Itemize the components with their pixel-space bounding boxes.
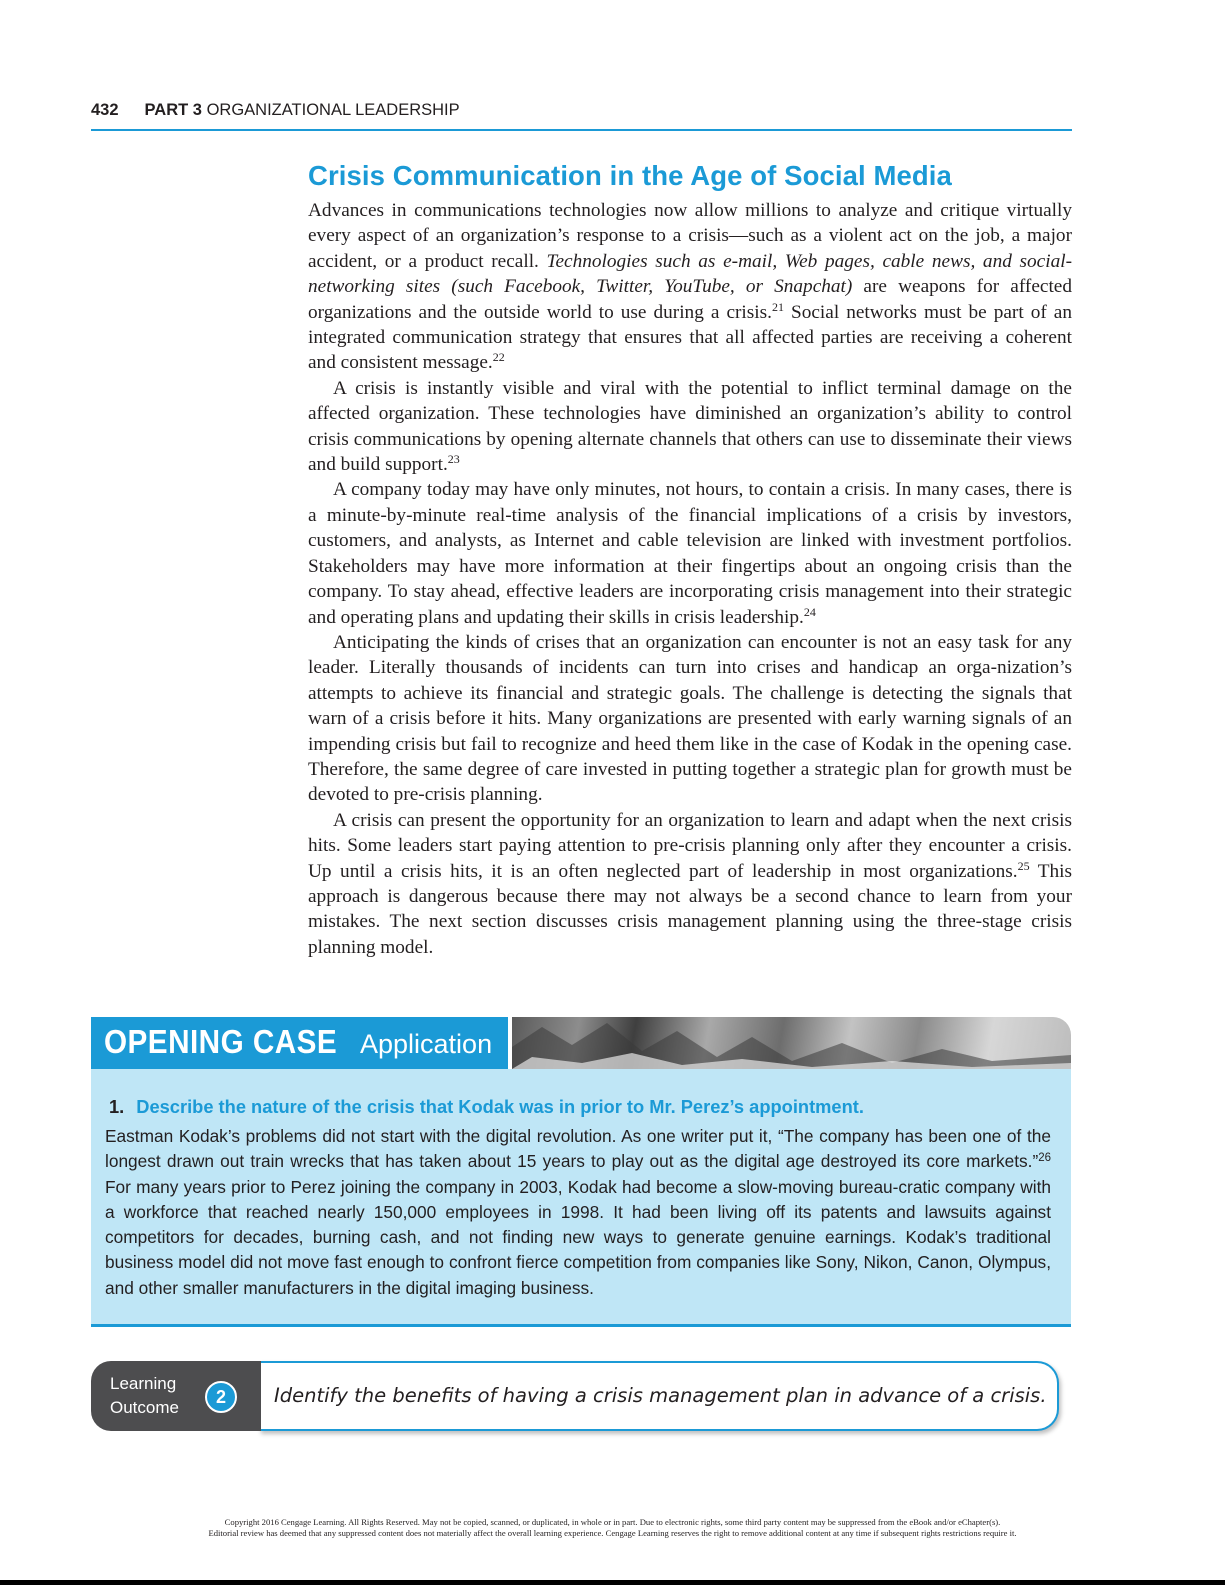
case-answer-text-b: For many years prior to Perez joining the company in 2003, Kodak had become a slow-moving bureau-cratic company with a workforce that reached nearly 150,000 employees in 1998. It had been living off its patents and lawsuits against competitors for decades, burning cash, and not finding new ways to generate genuine earnings. Kodak’s traditional business model did not move fast enough to confront fierce competition from companies like Sony, Nikon, Canon, Olympus, and other smaller manufacturers in the digital imaging business.: [105, 1176, 1051, 1298]
footnote-ref-22: 22: [492, 350, 505, 365]
part-title: ORGANIZATIONAL LEADERSHIP: [206, 101, 460, 119]
part-label: PART 3: [144, 101, 202, 119]
paragraph-4: Anticipating the kinds of crises that an organization can encounter is not an easy task for any leader. Literally thousands of incidents can turn into crises and handicap an orga-nization’s attempts to achieve its financial and strategic goals. The challenge is detecting the signals that warn of a crisis before it hits. Many organizations are presented with early warning signals of an impending crisis but fail to recognize and heed them like in the case of Kodak in the opening case. Therefore, the same degree of care invested in putting together a strategic plan for growth must be devoted to pre-crisis planning.: [308, 631, 1072, 806]
paragraph-1-italic: Technologies such as e-mail, Web pages, cable news, and social-networking sites (such Facebook, Twitter, YouTube, or Snapchat): [308, 250, 1073, 298]
paragraph-1-text-c: Social networks must be part of an integrated communication strategy that ensures that all affected parties are receiving a coherent and consistent message.: [308, 301, 1072, 374]
footnote-ref-26: 26: [1038, 1152, 1051, 1165]
running-head: [91, 101, 1072, 131]
opening-case-banner: [91, 1017, 1071, 1069]
learning-outcome-label-1: Learning: [110, 1374, 177, 1393]
question-number: 1.: [109, 1096, 125, 1117]
learning-outcome-box: [259, 1361, 1059, 1431]
opening-case-subtitle: Application: [360, 1029, 493, 1059]
case-answer: [105, 1124, 1051, 1301]
page-number: 432: [91, 101, 119, 119]
crisis-communication-section: [308, 160, 1072, 960]
question-text: Describe the nature of the crisis that Kodak was in prior to Mr. Perez’s appointment.: [136, 1096, 864, 1117]
paragraph-1: [308, 198, 1072, 376]
learning-outcome-number-badge: 2: [205, 1381, 237, 1413]
learning-outcome-label-2: Outcome: [110, 1398, 179, 1417]
copyright-line-1: Copyright 2016 Cengage Learning. All Rights Reserved. May not be copied, scanned, or duplicated, in whole or in part. Due to electronic rights, some third party content may be suppressed from the eBook and/or eChapter(s).: [224, 1517, 1001, 1527]
paragraph-2: [308, 376, 1072, 478]
paragraph-5-text-b: This approach is dangerous because there may not always be a second chance to learn from your mistakes. The next section discusses crisis management planning using the three-stage crisis planning model.: [308, 860, 1072, 958]
learning-outcome-tab: [91, 1361, 261, 1431]
paragraph-3: [308, 477, 1072, 629]
footnote-ref-21: 21: [771, 299, 784, 314]
paragraph-5-text-a: A crisis can present the opportunity for an organization to learn and adapt when the next crisis hits. Some leaders start paying attention to pre-crisis planning only after they encounter a crisis. Up until a crisis hits, it is an often neglected part of leadership in most organizations.: [308, 809, 1072, 882]
paragraph-1-text-b: are weapons for affected organizations and the outside world to use during a crisis.: [308, 276, 1072, 323]
copyright-line-2: Editorial review has deemed that any suppressed content does not materially affect the overall learning experience. Cengage Learning reserves the right to remove additional content at any time if subsequent rights restrictions require it.: [208, 1528, 1017, 1538]
copyright-footer: [100, 1517, 1125, 1539]
case-answer-text-a: Eastman Kodak’s problems did not start with the digital revolution. As one writer put it, “The company has been one of the longest drawn out train wrecks that has taken about 15 years to play out as the digital age destroyed its core markets.”: [105, 1126, 1051, 1172]
paragraph-2-text: A crisis is instantly visible and viral with the potential to inflict terminal damage on the affected organization. These technologies have diminished an organization’s ability to control crisis communications by opening alternate channels that others can use to disseminate their views and build support.: [308, 377, 1072, 476]
case-question: [109, 1096, 864, 1118]
section-title: Crisis Communication in the Age of Social Media: [308, 160, 952, 191]
footnote-ref-23: 23: [447, 452, 460, 467]
bottom-rule: [0, 1580, 1225, 1585]
paragraph-5: [308, 808, 1072, 960]
paragraph-1-text-a: Advances in communications technologies now allow millions to analyze and critique virtually every aspect of an organization’s response to a crisis—such as a violent act on the job, a major accident, or a product recall.: [308, 200, 1072, 272]
footnote-ref-25: 25: [1017, 858, 1030, 873]
paragraph-3-text: A company today may have only minutes, not hours, to contain a crisis. In many cases, there is a minute-by-minute real-time analysis of the financial implications of a crisis by investors, customers, and analysts, as Internet and cable television are linked with investment portfolios. Stakeholders may have more information at their fingertips about an ongoing crisis than the company. To stay ahead, effective leaders are incorporating crisis management into their strategic and operating plans and updating their skills in crisis leadership.: [308, 479, 1072, 628]
mountain-photo: [512, 1017, 1071, 1069]
mountain-ridge-graphic: [512, 1017, 1071, 1069]
learning-outcome: [91, 1361, 1072, 1431]
learning-outcome-text: Identify the benefits of having a crisis management plan in advance of a crisis.: [274, 1384, 1047, 1407]
opening-case-tab: [91, 1017, 508, 1069]
footnote-ref-24: 24: [803, 604, 816, 619]
opening-case-title: OPENING CASE: [104, 1023, 338, 1060]
opening-case-box: [91, 1069, 1071, 1327]
